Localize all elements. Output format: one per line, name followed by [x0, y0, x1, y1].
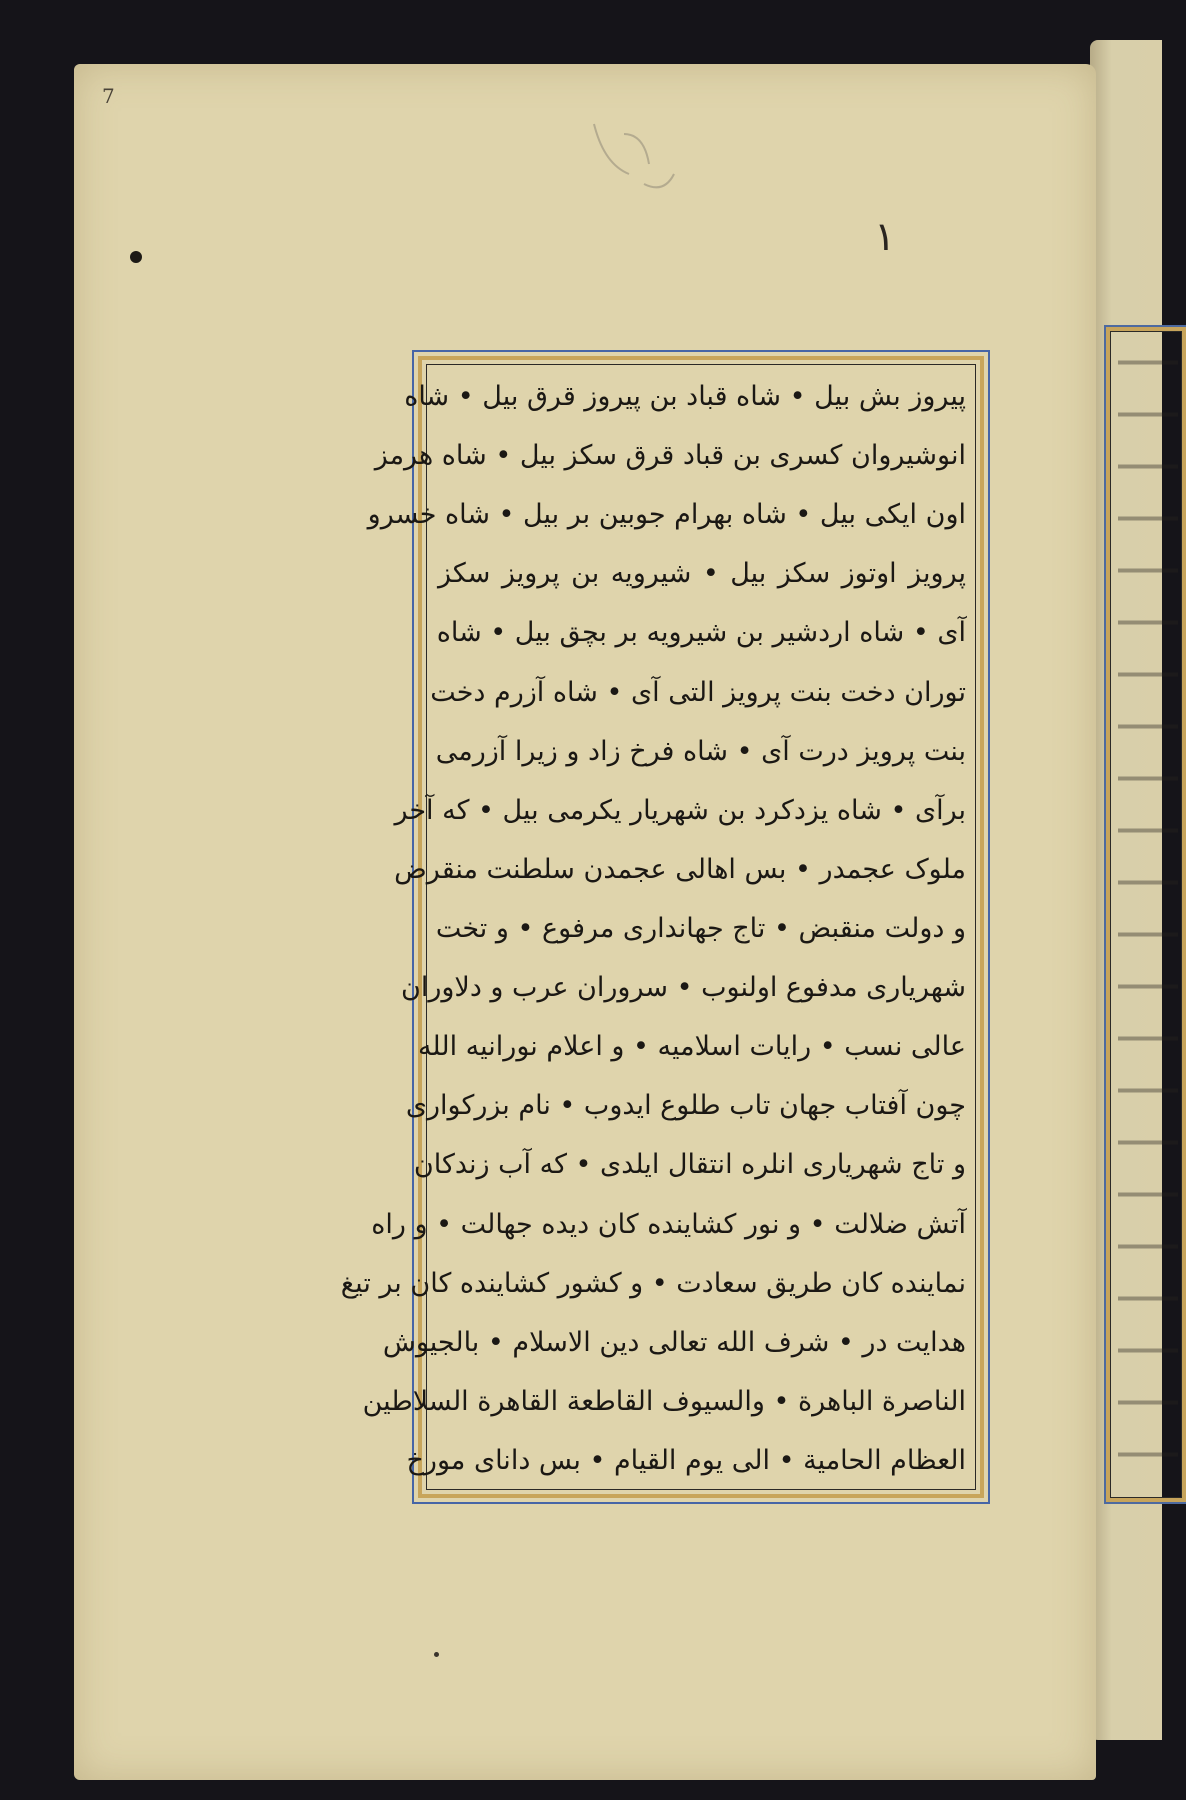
- text-line: آتش ضلالت • و نور کشاینده کان دیده جهالت • و راه: [371, 1208, 966, 1240]
- page-number: ١: [874, 214, 896, 260]
- text-line: و دولت منقبض • تاج جهانداری مرفوع • و تخت: [435, 912, 966, 944]
- text-line: پیروز بش بیل • شاه قباد بن پیروز قرق بیل • شاه: [404, 381, 966, 412]
- text-line: هدایت در • شرف الله تعالی دین الاسلام • بالجیوش: [382, 1326, 966, 1358]
- text-line: انوشیروان کسری بن قباد قرق سکز بیل • شاه هرمز: [374, 440, 966, 472]
- text-line: اون ایکی بیل • شاه بهرام جوبین بر بیل • شاه خسرو: [367, 499, 966, 531]
- manuscript-page: [74, 64, 1096, 1780]
- text-line: برآی • شاه یزدکرد بن شهریار یکرمی بیل • که آخر: [394, 794, 966, 826]
- text-line: نماینده کان طریق سعادت • و کشور کشاینده کان بر تیغ: [340, 1267, 966, 1299]
- text-line: توران دخت بنت پرویز التی آی • شاه آزرم دخت: [430, 676, 966, 708]
- pencil-annotation: [574, 104, 694, 224]
- text-line: العظام الحامیة • الی یوم القیام • بس دانای مورخ: [406, 1444, 966, 1476]
- folio-number: 7: [102, 84, 115, 108]
- ink-dot-small: [434, 1652, 439, 1657]
- adjacent-page-edge: [1090, 40, 1162, 1740]
- text-line: پرویز اوتوز سکز بیل • شیرویه بن پرویز سکز: [438, 558, 966, 590]
- text-frame: [340, 350, 990, 1504]
- text-line: الناصرة الباهرة • والسیوف القاطعة القاهرة السلاطین: [362, 1385, 966, 1417]
- text-line: بنت پرویز درت آی • شاه فرخ زاد و زیرا آزرمی: [435, 735, 966, 767]
- text-line: عالی نسب • رایات اسلامیه • و اعلام نورانیه الله: [417, 1031, 966, 1063]
- text-line: آی • شاه اردشیر بن شیرویه بر بچق بیل • شاه: [436, 617, 966, 649]
- text-line: و تاج شهریاری انلره انتقال ایلدی • که آب زندکان: [413, 1149, 966, 1181]
- text-line: ملوک عجمدر • بس اهالی عجمدن سلطنت منقرض: [394, 853, 966, 885]
- text-line: شهریاری مدفوع اولنوب • سروران عرب و دلاوران: [401, 972, 966, 1004]
- text-line: چون آفتاب جهان تاب طلوع ایدوب • نام بزرکواری: [405, 1090, 966, 1122]
- text-block: [340, 374, 966, 1484]
- adjacent-page-text: [1118, 340, 1178, 1490]
- ink-dot: [130, 251, 142, 263]
